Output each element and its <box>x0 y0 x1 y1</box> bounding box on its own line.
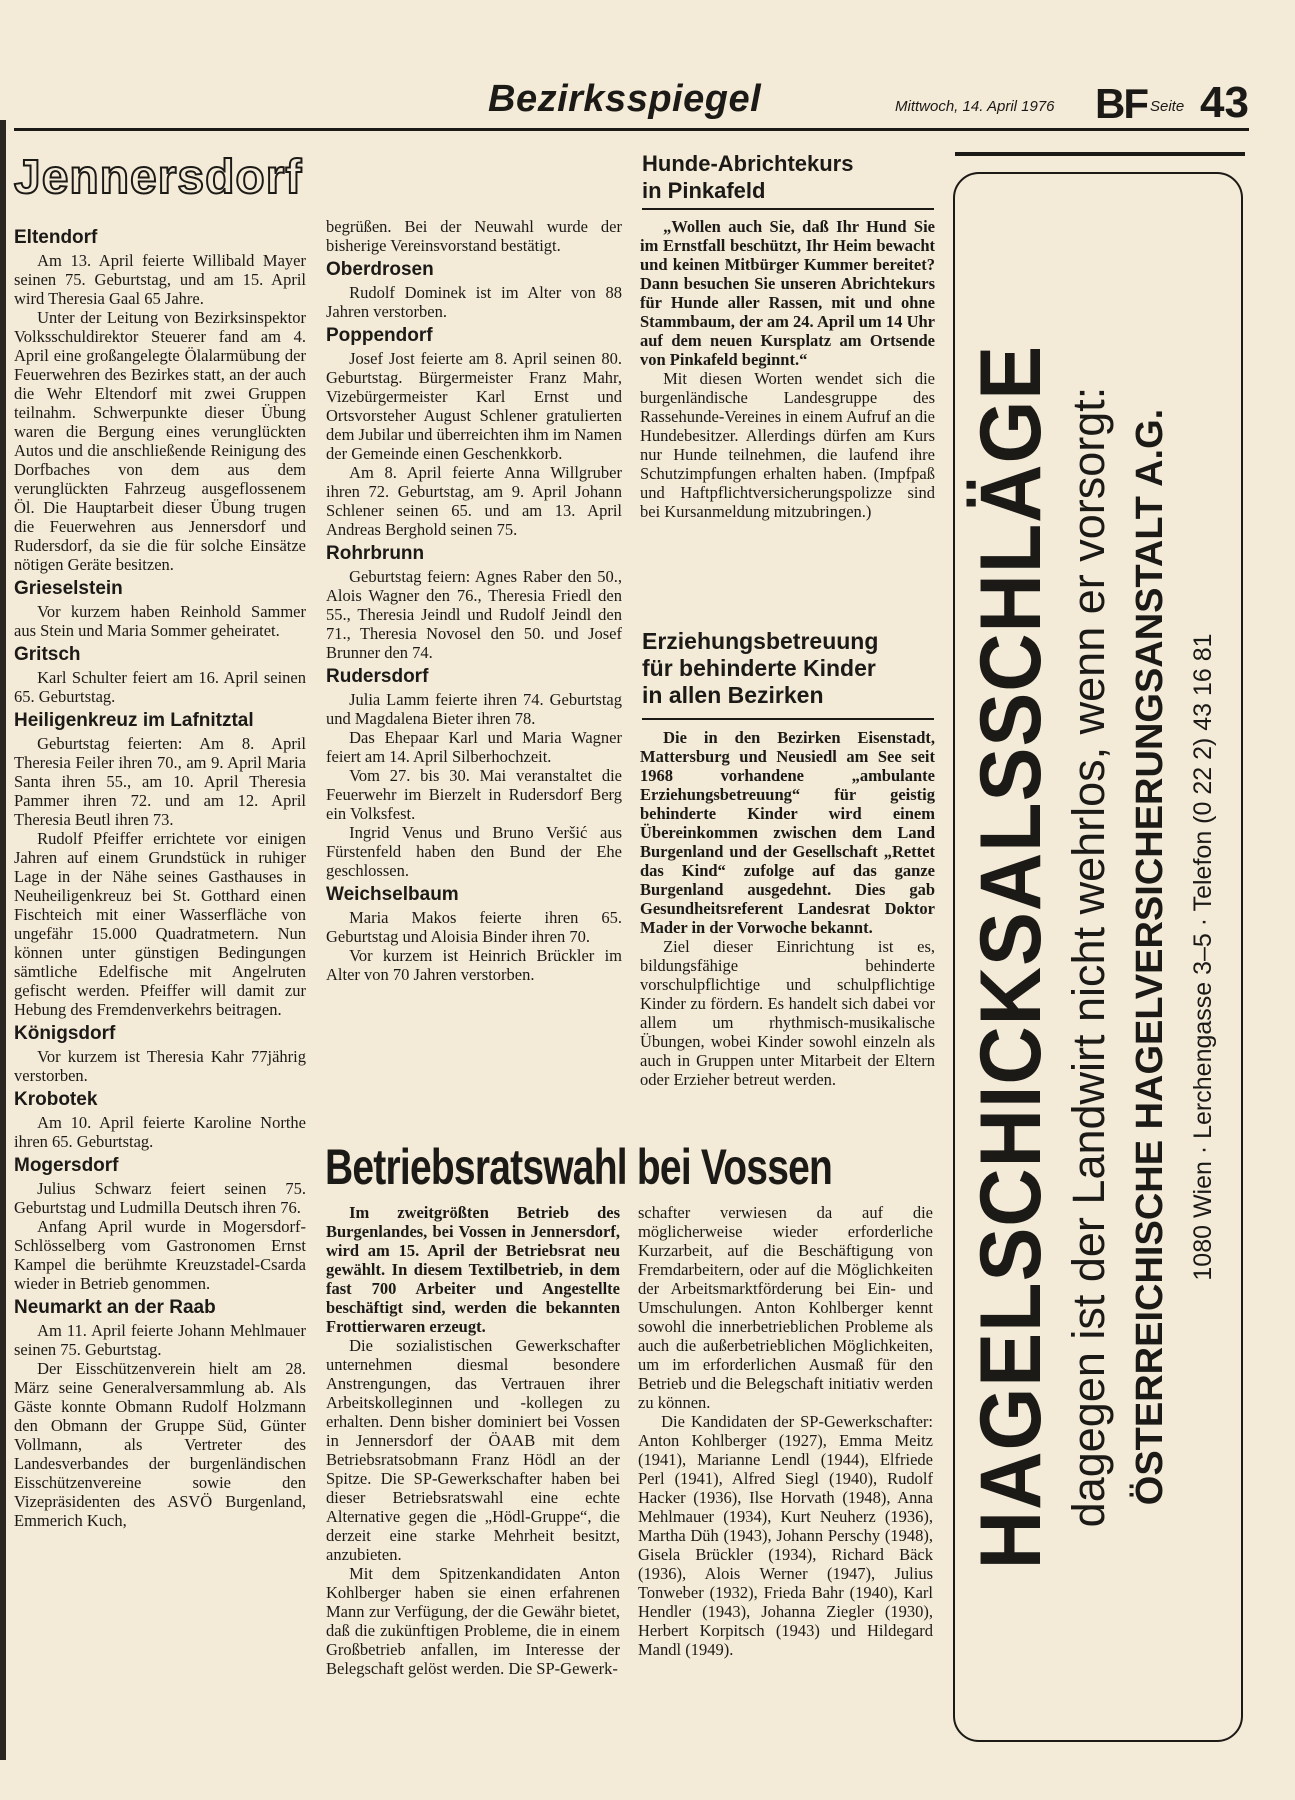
place-heading: Weichselbaum <box>326 884 459 905</box>
paragraph: begrüßen. Bei der Neuwahl wurde der bisherige Vereinsvorstand bestätigt. <box>326 217 622 255</box>
paragraph: Mit dem Spitzenkandidaten Anton Kohlberger haben sie einen erfahrenen Mann zur Verfügung, der die Gewähr bietet, daß die zukünftigen Probleme, die in einem Großbetrieb anfallen, im Interesse der Belegschaft gelöst werden. Die SP-Gewerk- <box>326 1564 620 1678</box>
paragraph: Mit diesen Worten wendet sich die burgenländische Landesgruppe des Rassehunde-Vereines in einem Aufruf an die Hundebesitzer. Allerdings dürfen am Kurs nur Hunde teilnehmen, die laufend ihre Schutzimpfungen erhalten haben. (Impfpaß und Haftpflichtversicherungspolizze sind bei Kursanmeldung mitzubringen.) <box>640 369 935 521</box>
vossen-column-1 <box>326 1203 620 1678</box>
paragraph: Die Kandidaten der SP-Gewerkschafter: Anton Kohlberger (1927), Emma Meitz (1941), Marianne Lendl (1944), Elfriede Perl (1941), Alfred Siegl (1940), Rudolf Hacker (1936), Ilse Horvath (1948), Anna Mehlmauer (1934), Kurt Neuherz (1936), Martha Düh (1943), Johann Perschy (1948), Gisela Brückler (1934), Richard Bäck (1936), Alois Werner (1947), Julius Tonweber (1932), Frieda Bahr (1940), Karl Hendler (1943), Johanna Ziegler (1930), Herbert Korpitsch (1943) und Hildegard Mandl (1949). <box>638 1412 933 1659</box>
lead-paragraph: Die in den Bezirken Eisenstadt, Mattersburg und Neusiedl am See seit 1968 vorhandene „ambulante Erziehungsbetreuung“ für geistig behinderte Kinder wird einem Übereinkommen zwischen dem Land Burgenland und der Gesellschaft „Rettet das Kind“ zufolge auf das ganze Burgenland ausgedehnt. Dies gab Gesundheitsreferent Landesrat Doktor Mader in der Vorwoche bekannt. <box>640 728 935 937</box>
paragraph: Unter der Leitung von Bezirksinspektor Volksschuldirektor Steuerer fand am 4. April eine großangelegte Ölalarmübung der Feuerwehren des Bezirkes statt, an der auch die Wehr Eltendorf mit zwei Gruppen teilnahm. Schwerpunkte dieser Übung waren die Bergung eines verunglückten Autos und die anschließende Reinigung des Dorfbaches von dem aus dem verunglückten Fahrzeug ausgeflossenem Öl. Die Hauptarbeit dieser Übung trugen die Feuerwehren aus Jennersdorf und Rudersdorf, da sie die für solche Einsätze nötigen Geräte besitzen. <box>14 308 306 574</box>
paragraph: Ingrid Venus und Bruno Veršić aus Fürstenfeld haben den Bund der Ehe geschlossen. <box>326 823 622 880</box>
header-date: Mittwoch, 14. April 1976 <box>895 98 1055 115</box>
erziehung-rule <box>642 718 934 720</box>
header-page-number: 43 <box>1200 78 1249 127</box>
erziehung-headline-line2: für behinderte Kinder <box>642 655 876 681</box>
place-heading: Krobotek <box>14 1089 98 1110</box>
place-heading: Oberdrosen <box>326 259 434 280</box>
paragraph: Vor kurzem ist Theresia Kahr 77jährig verstorben. <box>14 1047 306 1085</box>
column-jennersdorf-2 <box>326 217 622 984</box>
place-heading: Grieselstein <box>14 578 123 599</box>
hunde-headline-line1: Hunde-Abrichtekurs <box>642 151 854 176</box>
erziehung-headline-line1: Erziehungsbetreuung <box>642 628 879 654</box>
place-heading: Gritsch <box>14 644 81 665</box>
paragraph: Geburtstag feierten: Am 8. April Theresia Feiler ihren 70., am 9. April Maria Santa ihren 55., am 10. April Theresia Pammer ihren 72. und am 12. April Theresia Beutl ihren 73. <box>14 734 306 829</box>
hunde-article <box>640 217 935 521</box>
column-jennersdorf-1 <box>14 223 306 1530</box>
header-title: Bezirksspiegel <box>488 78 762 120</box>
erziehung-headline-line3: in allen Bezirken <box>642 682 824 708</box>
paragraph: Rudolf Dominek ist im Alter von 88 Jahren verstorben. <box>326 283 622 321</box>
paragraph: Karl Schulter feiert am 16. April seinen 65. Geburtstag. <box>14 668 306 706</box>
paragraph: Maria Makos feierte ihren 65. Geburtstag und Aloisia Binder ihren 70. <box>326 908 622 946</box>
erziehung-headline <box>642 628 878 709</box>
paragraph: Julius Schwarz feiert seinen 75. Geburtstag und Ludmilla Deutsch ihren 76. <box>14 1179 306 1217</box>
hunde-headline-line2: in Pinkafeld <box>642 178 766 203</box>
ad-address: 1080 Wien · Lerchengasse 3–5 · Telefon (0 22 2) 43 16 81 <box>1189 633 1217 1281</box>
paragraph: Rudolf Pfeiffer errichtete vor einigen Jahren auf einem Grundstück in ruhiger Lage in der Nähe seines Gasthauses in Neuheiligenkreuz bei St. Gotthard einen Fischteich mit einer Wasserfläche von ungefähr 15.000 Quadratmetern. Nun können unter günstigen Bedingungen sämtliche Edelfische mit Angelruten gefischt werden. Pfeiffer will damit zur Hebung des Fremdenverkehrs beitragen. <box>14 829 306 1019</box>
paragraph: Julia Lamm feierte ihren 74. Geburtstag und Magdalena Bieter ihren 78. <box>326 690 622 728</box>
place-heading: Rohrbrunn <box>326 543 425 564</box>
vossen-column-2 <box>638 1203 933 1659</box>
ad-tagline: dagegen ist der Landwirt nicht wehrlos, wenn er vorsorgt: <box>1063 386 1114 1528</box>
lead-paragraph: Im zweitgrößten Betrieb des Burgenlandes, bei Vossen in Jennersdorf, wird am 15. April der Betriebsrat neu gewählt. In diesem Textilbetrieb, in dem fast 700 Arbeiter und Angestellte beschäftigt sind, werden die bekannten Frottierwaren erzeugt. <box>326 1203 620 1336</box>
ad-headline: HAGELSCHICKSALSSCHLÄGE <box>963 344 1059 1570</box>
paragraph: Am 8. April feierte Anna Willgruber ihren 72. Geburtstag, am 9. April Johann Schlener seinen 65. und am 13. April Andreas Berghold seinen 75. <box>326 463 622 539</box>
place-heading: Rudersdorf <box>326 666 429 687</box>
paragraph: Geburtstag feiern: Agnes Raber den 50., Alois Wagner den 76., Theresia Friedl den 55., Theresia Jeindl und Rudolf Jeindl den 71., Theresia Novosel den 50. und Josef Brunner den 74. <box>326 567 622 662</box>
paragraph: Am 13. April feierte Willibald Mayer seinen 75. Geburtstag, und am 15. April wird Theresia Gaal 65 Jahre. <box>14 251 306 308</box>
ad-company: ÖSTERREICHISCHE HAGELVERSICHERUNGSANSTALT A.G. <box>1129 408 1171 1506</box>
paragraph: Vom 27. bis 30. Mai veranstaltet die Feuerwehr im Bierzelt in Rudersdorf Berg ein Volksfest. <box>326 766 622 823</box>
place-heading: Königsdorf <box>14 1023 116 1044</box>
hunde-rule <box>642 208 934 210</box>
paragraph: Am 10. April feierte Karoline Northe ihren 65. Geburtstag. <box>14 1113 306 1151</box>
paragraph: Ziel dieser Einrichtung ist es, bildungsfähige behinderte vorschulpflichtige und schulpflichtige Kinder zu fördern. Es handelt sich dabei vor allem um rhythmisch-musikalische Übungen, wobei Kinder sowohl einzeln als auch in Gruppen unter Mitarbeit der Eltern oder Erzieher betreut werden. <box>640 937 935 1089</box>
place-heading: Eltendorf <box>14 227 98 248</box>
page-edge-shadow <box>0 120 6 1760</box>
place-heading: Mogersdorf <box>14 1155 119 1176</box>
paragraph: Der Eisschützenverein hielt am 28. März seine Generalversammlung ab. Als Gäste konnte Obmann Rudolf Holzmann den Obmann der Gruppe Süd, Günter Vollmann, als Vertreter des Landesverbandes der burgenländischen Eisschützenvereine sowie den Vizepräsidenten des ASVÖ Burgenland, Emmerich Kuch, <box>14 1359 306 1530</box>
erziehung-article <box>640 728 935 1089</box>
header-rule <box>14 128 1249 131</box>
paragraph: Anfang April wurde in Mogersdorf-Schlösselberg vom Gastronomen Ernst Kampel die berühmte Kreuzstadel-Csarda wieder in Betrieb genommen. <box>14 1217 306 1293</box>
section-title: Jennersdorf <box>14 151 303 204</box>
header-paper-logo: BF <box>1095 80 1147 127</box>
ad-top-rule <box>955 152 1245 156</box>
place-heading: Neumarkt an der Raab <box>14 1297 216 1318</box>
place-heading: Heiligenkreuz im Lafnitztal <box>14 710 254 731</box>
vossen-headline: Betriebsratswahl bei Vossen <box>325 1139 833 1195</box>
lead-paragraph: „Wollen auch Sie, daß Ihr Hund Sie im Ernstfall beschützt, Ihr Heim bewacht und keinen Mitbürger Kummer bereitet? Dann besuchen Sie unseren Abrichtekurs für Hunde aller Rassen, mit und ohne Stammbaum, der am 24. April um 14 Uhr auf dem neuen Kursplatz am Ortsende von Pinkafeld beginnt.“ <box>640 217 935 369</box>
hunde-headline <box>642 150 853 204</box>
paragraph: Die sozialistischen Gewerkschafter unternehmen diesmal besondere Anstrengungen, das Vertrauen ihrer Arbeitskolleginnen und -kollegen zu erhalten. Denn bisher dominiert bei Vossen in Jennersdorf der ÖAAB mit dem Betriebsratsobmann Franz Hödl an der Spitze. Die SP-Gewerkschafter haben bei dieser Betriebsratswahl eine echte Alternative gegen die „Hödl-Gruppe“, die derzeit eine starke Mehrheit besitzt, anzubieten. <box>326 1336 620 1564</box>
paragraph: Vor kurzem ist Heinrich Brückler im Alter von 70 Jahren verstorben. <box>326 946 622 984</box>
paragraph: Das Ehepaar Karl und Maria Wagner feiert am 14. April Silberhochzeit. <box>326 728 622 766</box>
header-seite-label: Seite <box>1150 98 1185 115</box>
advertisement-text <box>963 217 1233 1697</box>
paragraph: Am 11. April feierte Johann Mehlmauer seinen 75. Geburtstag. <box>14 1321 306 1359</box>
place-heading: Poppendorf <box>326 325 433 346</box>
paragraph: Josef Jost feierte am 8. April seinen 80. Geburtstag. Bürgermeister Franz Mahr, Vizebürgermeister Karl Ernst und Ortsvorsteher August Schlener gratulierten dem Jubilar und überreichten ihm im Namen der Gemeinde einen Geschenkkorb. <box>326 349 623 463</box>
paragraph: Vor kurzem haben Reinhold Sammer aus Stein und Maria Sommer geheiratet. <box>14 602 306 640</box>
paragraph: schafter verwiesen da auf die möglicherweise wieder erforderliche Kurzarbeit, auf die Beschäftigung von Fremdarbeitern, oder auf die Möglichkeiten der Arbeitsmarktförderung bei Ein- und Umschulungen. Anton Kohlberger kennt sowohl die innerbetrieblichen Probleme als auch die außerbetrieblichen Möglichkeiten, um im erforderlichen Ausmaß für den Betrieb und die Belegschaft initiativ werden zu können. <box>638 1203 933 1412</box>
